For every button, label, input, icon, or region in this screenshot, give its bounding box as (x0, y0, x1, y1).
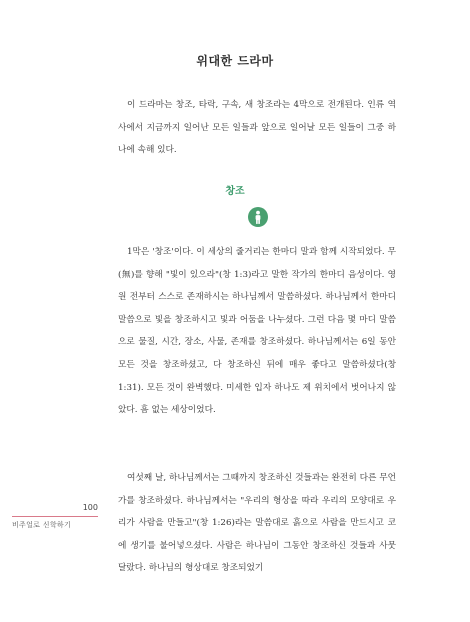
body-paragraph (118, 467, 396, 580)
chapter-title: 위대한 드라마 (196, 54, 274, 68)
running-title: 비주얼로 신학하기 (12, 521, 72, 529)
body-paragraph-text: 여섯째 날, 하나님께서는 그때까지 창조하신 것들과는 완전히 다른 무언가를 창조하셨다. 하나님께서는 "우리의 형상을 따라 우리의 모양대로 우리가 사람을 만들고"(창 1:26)라는 말씀대로 흙으로 사람을 만드시고 코에 생기를 불어넣으셨다. 사람은 하나님이 그동안 창조하신 것들과 사뭇 달랐다. 하나님의 형상대로 창조되었기 (118, 473, 396, 574)
body-paragraph (118, 241, 396, 422)
person-icon (248, 207, 268, 227)
intro-paragraph (118, 94, 396, 162)
intro-paragraph-text: 이 드라마는 창조, 타락, 구속, 새 창조라는 4막으로 전개된다. 인류 역사에서 지금까지 일어난 모든 일들과 앞으로 일어날 모든 일들이 그중 하나에 속해 있다. (118, 100, 396, 156)
footer-divider (12, 516, 98, 517)
page-number: 100 (82, 503, 98, 512)
section-title: 창조 (225, 186, 245, 197)
body-paragraph-text: 1막은 '창조'이다. 이 세상의 줄거리는 한마디 말과 함께 시작되었다. 무(無)를 향해 "빛이 있으라"(창 1:3)라고 말한 작가의 한마디 음성이다. 영원 전부터 스스로 존재하시는 하나님께서 말씀하셨다. 하나님께서 한마디 말씀으로 빛을 창조하시고 빛과 어둠을 나누셨다. 그런 다음 몇 마디 말씀으로 물질, 시간, 장소, 사물, 존재를 창조하셨다. 하나님께서는 6일 동안 모든 것을 창조하셨고, 다 창조하신 뒤에 매우 좋다고 말씀하셨다(창 1:31). 모든 것이 완벽했다. 미세한 입자 하나도 제 위치에서 벗어나지 않았다. 흠 없는 세상이었다. (118, 247, 396, 416)
